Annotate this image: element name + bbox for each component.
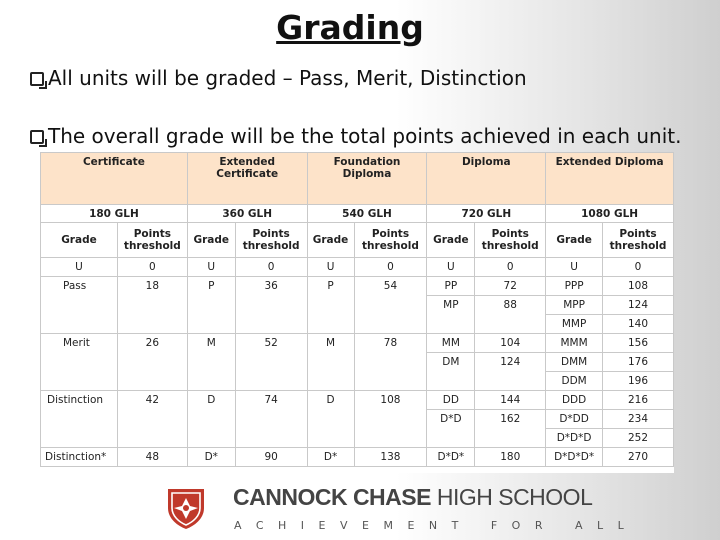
qual-header: Certificate <box>41 153 188 205</box>
table-cell: 36 <box>235 277 307 334</box>
points-header: Points threshold <box>235 223 307 258</box>
points-header: Points threshold <box>475 223 546 258</box>
table-cell: U <box>187 258 235 277</box>
table-cell: MP <box>427 296 475 334</box>
table-cell: 108 <box>354 391 427 448</box>
table-cell: 26 <box>117 334 187 391</box>
table-cell: D*D <box>427 410 475 448</box>
table-cell: 88 <box>475 296 546 334</box>
table-cell: 124 <box>603 296 674 315</box>
table-cell: U <box>546 258 603 277</box>
table-cell: 0 <box>117 258 187 277</box>
table-cell: 0 <box>354 258 427 277</box>
points-header: Points threshold <box>354 223 427 258</box>
grade-header: Grade <box>427 223 475 258</box>
table-cell: DD <box>427 391 475 410</box>
table-cell: U <box>307 258 354 277</box>
table-cell: 156 <box>603 334 674 353</box>
bullet-2-text: The overall grade will be the total points achieved in each unit. <box>48 124 682 148</box>
table-cell: 52 <box>235 334 307 391</box>
table-cell: 162 <box>475 410 546 448</box>
table-cell: U <box>427 258 475 277</box>
table-cell: M <box>307 334 354 391</box>
table-cell: MPP <box>546 296 603 315</box>
table-cell: MMM <box>546 334 603 353</box>
table-cell: 108 <box>603 277 674 296</box>
table-cell: 0 <box>475 258 546 277</box>
school-name <box>233 484 592 511</box>
checkbox-bullet-icon <box>30 72 44 86</box>
grading-table <box>40 152 674 473</box>
school-name-bold: CANNOCK CHASE <box>233 484 431 510</box>
grade-header: Grade <box>307 223 354 258</box>
table-cell: Distinction <box>41 391 118 448</box>
bullet-1 <box>30 66 527 90</box>
table-cell: D* <box>187 448 235 467</box>
qualification-header-row <box>41 153 674 205</box>
qual-header: Extended Certificate <box>187 153 307 205</box>
table-cell: 0 <box>603 258 674 277</box>
table-row-merit <box>41 334 674 353</box>
table-cell: 140 <box>603 315 674 334</box>
table-cell: 90 <box>235 448 307 467</box>
table-row-distinction <box>41 391 674 410</box>
table-cell: Distinction* <box>41 448 118 467</box>
qual-header: Foundation Diploma <box>307 153 427 205</box>
table-cell: 42 <box>117 391 187 448</box>
table-cell: M <box>187 334 235 391</box>
table-cell: 138 <box>354 448 427 467</box>
table-cell: D* <box>307 448 354 467</box>
table-cell: 18 <box>117 277 187 334</box>
table-cell: 176 <box>603 353 674 372</box>
points-header: Points threshold <box>117 223 187 258</box>
table-row-distinction-star <box>41 448 674 467</box>
table-cell: D*DD <box>546 410 603 429</box>
table-cell: 78 <box>354 334 427 391</box>
table-cell: DDD <box>546 391 603 410</box>
qual-header: Extended Diploma <box>546 153 674 205</box>
grade-header: Grade <box>187 223 235 258</box>
glh-cell: 540 GLH <box>307 205 427 223</box>
table-cell: DM <box>427 353 475 391</box>
table-cell: DDM <box>546 372 603 391</box>
checkbox-bullet-icon <box>30 130 44 144</box>
table-cell: 252 <box>603 429 674 448</box>
table-cell: MMP <box>546 315 603 334</box>
glh-row <box>41 205 674 223</box>
table-cell: D*D* <box>427 448 475 467</box>
table-cell: D <box>187 391 235 448</box>
table-cell: D*D*D <box>546 429 603 448</box>
table-row-pass <box>41 277 674 296</box>
table-cell: PPP <box>546 277 603 296</box>
table-cell: P <box>187 277 235 334</box>
table-cell: 234 <box>603 410 674 429</box>
column-header-row <box>41 223 674 258</box>
table-cell: PP <box>427 277 475 296</box>
table-cell: 196 <box>603 372 674 391</box>
table-cell: 72 <box>475 277 546 296</box>
table-cell: 54 <box>354 277 427 334</box>
bullet-1-text: All units will be graded – Pass, Merit, Distinction <box>48 66 527 90</box>
table-cell: P <box>307 277 354 334</box>
bullet-2 <box>30 124 681 148</box>
table-cell: MM <box>427 334 475 353</box>
table-cell: Pass <box>41 277 118 334</box>
table-cell: D <box>307 391 354 448</box>
grade-header: Grade <box>546 223 603 258</box>
table-cell: D*D*D* <box>546 448 603 467</box>
table-cell: 0 <box>235 258 307 277</box>
school-name-light: HIGH SCHOOL <box>430 484 593 510</box>
slide-title: Grading <box>276 8 424 47</box>
table-cell: 270 <box>603 448 674 467</box>
table-cell: DMM <box>546 353 603 372</box>
table-cell: 216 <box>603 391 674 410</box>
qual-header: Diploma <box>427 153 546 205</box>
glh-cell: 720 GLH <box>427 205 546 223</box>
table-cell: 124 <box>475 353 546 391</box>
glh-cell: 1080 GLH <box>546 205 674 223</box>
table-cell: 48 <box>117 448 187 467</box>
grade-header: Grade <box>41 223 118 258</box>
table-cell: 104 <box>475 334 546 353</box>
school-motto: ACHIEVEMENT FOR ALL <box>234 519 639 532</box>
table-cell: U <box>41 258 118 277</box>
points-header: Points threshold <box>603 223 674 258</box>
school-crest-icon <box>164 486 208 530</box>
table-cell: 74 <box>235 391 307 448</box>
glh-cell: 360 GLH <box>187 205 307 223</box>
table-cell: 144 <box>475 391 546 410</box>
glh-cell: 180 GLH <box>41 205 188 223</box>
table-cell: Merit <box>41 334 118 391</box>
table-row-u <box>41 258 674 277</box>
table-cell: 180 <box>475 448 546 467</box>
